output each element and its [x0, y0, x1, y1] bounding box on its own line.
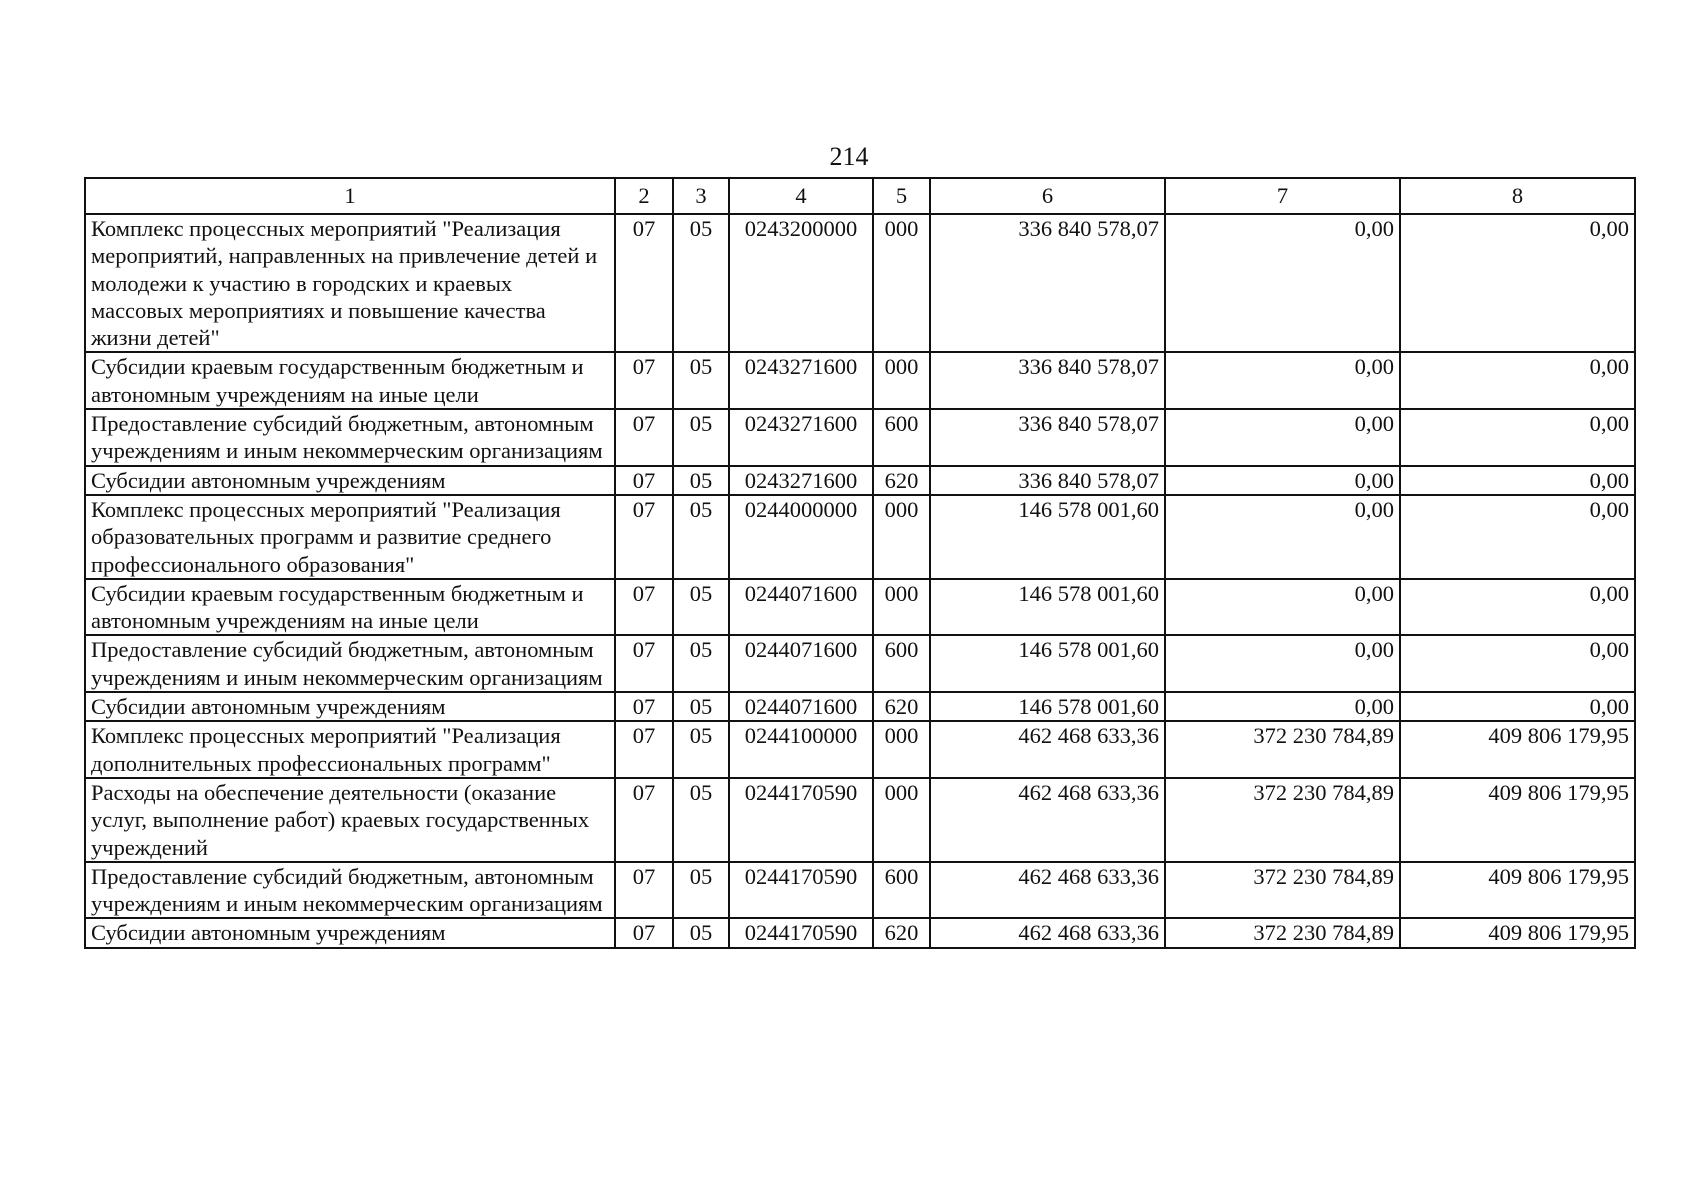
- column-header: 7: [1165, 178, 1400, 214]
- expense-type-code: 620: [873, 918, 930, 947]
- item-name: Комплекс процессных мероприятий "Реализация образовательных программ и развитие среднего профессионального образования": [85, 495, 615, 579]
- amount-col8: 0,00: [1400, 579, 1635, 636]
- amount-col8: 0,00: [1400, 409, 1635, 466]
- section-code: 07: [615, 778, 673, 862]
- amount-col7: 372 230 784,89: [1165, 918, 1400, 947]
- subsection-code: 05: [673, 918, 729, 947]
- amount-col6: 462 468 633,36: [930, 721, 1165, 778]
- target-article-code: 0243271600: [729, 466, 873, 495]
- expense-type-code: 600: [873, 635, 930, 692]
- item-name: Комплекс процессных мероприятий "Реализация мероприятий, направленных на привлечение детей и молодежи к участию в городских и краевых массовых мероприятиях и повышение качества жизни детей": [85, 214, 615, 352]
- table-row: [85, 214, 1635, 352]
- amount-col7: 0,00: [1165, 352, 1400, 409]
- amount-col6: 146 578 001,60: [930, 635, 1165, 692]
- amount-col7: 0,00: [1165, 214, 1400, 352]
- table-row: [85, 466, 1635, 495]
- amount-col7: 0,00: [1165, 495, 1400, 579]
- amount-col7: 0,00: [1165, 692, 1400, 721]
- table-row: [85, 352, 1635, 409]
- table-row: [85, 692, 1635, 721]
- amount-col8: 0,00: [1400, 495, 1635, 579]
- table-row: [85, 579, 1635, 636]
- amount-col6: 336 840 578,07: [930, 409, 1165, 466]
- section-code: 07: [615, 579, 673, 636]
- table-row: [85, 918, 1635, 947]
- expense-type-code: 000: [873, 352, 930, 409]
- page-number: 214: [829, 142, 869, 171]
- section-code: 07: [615, 214, 673, 352]
- header-row: [85, 178, 1635, 214]
- amount-col8: 409 806 179,95: [1400, 778, 1635, 862]
- subsection-code: 05: [673, 635, 729, 692]
- expense-type-code: 600: [873, 862, 930, 919]
- section-code: 07: [615, 721, 673, 778]
- item-name: Субсидии краевым государственным бюджетным и автономным учреждениям на иные цели: [85, 352, 615, 409]
- amount-col6: 336 840 578,07: [930, 214, 1165, 352]
- section-code: 07: [615, 635, 673, 692]
- amount-col7: 0,00: [1165, 579, 1400, 636]
- amount-col6: 462 468 633,36: [930, 778, 1165, 862]
- amount-col8: 0,00: [1400, 352, 1635, 409]
- expense-type-code: 620: [873, 692, 930, 721]
- subsection-code: 05: [673, 409, 729, 466]
- amount-col7: 0,00: [1165, 466, 1400, 495]
- target-article-code: 0243271600: [729, 352, 873, 409]
- target-article-code: 0243200000: [729, 214, 873, 352]
- subsection-code: 05: [673, 352, 729, 409]
- amount-col7: 372 230 784,89: [1165, 778, 1400, 862]
- budget-table: [84, 177, 1636, 949]
- column-header: 6: [930, 178, 1165, 214]
- section-code: 07: [615, 918, 673, 947]
- subsection-code: 05: [673, 579, 729, 636]
- subsection-code: 05: [673, 862, 729, 919]
- subsection-code: 05: [673, 778, 729, 862]
- amount-col6: 146 578 001,60: [930, 495, 1165, 579]
- subsection-code: 05: [673, 495, 729, 579]
- table-row: [85, 778, 1635, 862]
- column-header: 5: [873, 178, 930, 214]
- expense-type-code: 000: [873, 214, 930, 352]
- amount-col7: 0,00: [1165, 409, 1400, 466]
- amount-col7: 0,00: [1165, 635, 1400, 692]
- target-article-code: 0244100000: [729, 721, 873, 778]
- table-row: [85, 495, 1635, 579]
- expense-type-code: 000: [873, 579, 930, 636]
- amount-col7: 372 230 784,89: [1165, 721, 1400, 778]
- expense-type-code: 620: [873, 466, 930, 495]
- amount-col6: 462 468 633,36: [930, 918, 1165, 947]
- column-header: 4: [729, 178, 873, 214]
- table-row: [85, 862, 1635, 919]
- section-code: 07: [615, 692, 673, 721]
- column-header: 2: [615, 178, 673, 214]
- table-row: [85, 635, 1635, 692]
- item-name: Предоставление субсидий бюджетным, автономным учреждениям и иным некоммерческим организациям: [85, 862, 615, 919]
- column-header: 8: [1400, 178, 1635, 214]
- section-code: 07: [615, 862, 673, 919]
- item-name: Субсидии автономным учреждениям: [85, 918, 615, 947]
- amount-col8: 409 806 179,95: [1400, 862, 1635, 919]
- amount-col6: 146 578 001,60: [930, 579, 1165, 636]
- expense-type-code: 000: [873, 778, 930, 862]
- subsection-code: 05: [673, 692, 729, 721]
- item-name: Субсидии автономным учреждениям: [85, 692, 615, 721]
- subsection-code: 05: [673, 214, 729, 352]
- amount-col6: 336 840 578,07: [930, 352, 1165, 409]
- section-code: 07: [615, 352, 673, 409]
- table-row: [85, 721, 1635, 778]
- target-article-code: 0244071600: [729, 579, 873, 636]
- column-header: 3: [673, 178, 729, 214]
- subsection-code: 05: [673, 721, 729, 778]
- target-article-code: 0244170590: [729, 918, 873, 947]
- item-name: Субсидии краевым государственным бюджетным и автономным учреждениям на иные цели: [85, 579, 615, 636]
- section-code: 07: [615, 466, 673, 495]
- amount-col8: 0,00: [1400, 692, 1635, 721]
- item-name: Субсидии автономным учреждениям: [85, 466, 615, 495]
- amount-col6: 462 468 633,36: [930, 862, 1165, 919]
- target-article-code: 0244170590: [729, 778, 873, 862]
- table-row: [85, 409, 1635, 466]
- target-article-code: 0244170590: [729, 862, 873, 919]
- amount-col8: 409 806 179,95: [1400, 918, 1635, 947]
- amount-col8: 409 806 179,95: [1400, 721, 1635, 778]
- expense-type-code: 000: [873, 721, 930, 778]
- item-name: Комплекс процессных мероприятий "Реализация дополнительных профессиональных программ": [85, 721, 615, 778]
- item-name: Расходы на обеспечение деятельности (оказание услуг, выполнение работ) краевых государственных учреждений: [85, 778, 615, 862]
- target-article-code: 0244071600: [729, 635, 873, 692]
- target-article-code: 0244000000: [729, 495, 873, 579]
- amount-col7: 372 230 784,89: [1165, 862, 1400, 919]
- column-header: 1: [85, 178, 615, 214]
- subsection-code: 05: [673, 466, 729, 495]
- expense-type-code: 000: [873, 495, 930, 579]
- amount-col8: 0,00: [1400, 214, 1635, 352]
- section-code: 07: [615, 495, 673, 579]
- amount-col6: 146 578 001,60: [930, 692, 1165, 721]
- amount-col8: 0,00: [1400, 466, 1635, 495]
- item-name: Предоставление субсидий бюджетным, автономным учреждениям и иным некоммерческим организациям: [85, 409, 615, 466]
- target-article-code: 0243271600: [729, 409, 873, 466]
- amount-col6: 336 840 578,07: [930, 466, 1165, 495]
- amount-col8: 0,00: [1400, 635, 1635, 692]
- section-code: 07: [615, 409, 673, 466]
- expense-type-code: 600: [873, 409, 930, 466]
- item-name: Предоставление субсидий бюджетным, автономным учреждениям и иным некоммерческим организациям: [85, 635, 615, 692]
- target-article-code: 0244071600: [729, 692, 873, 721]
